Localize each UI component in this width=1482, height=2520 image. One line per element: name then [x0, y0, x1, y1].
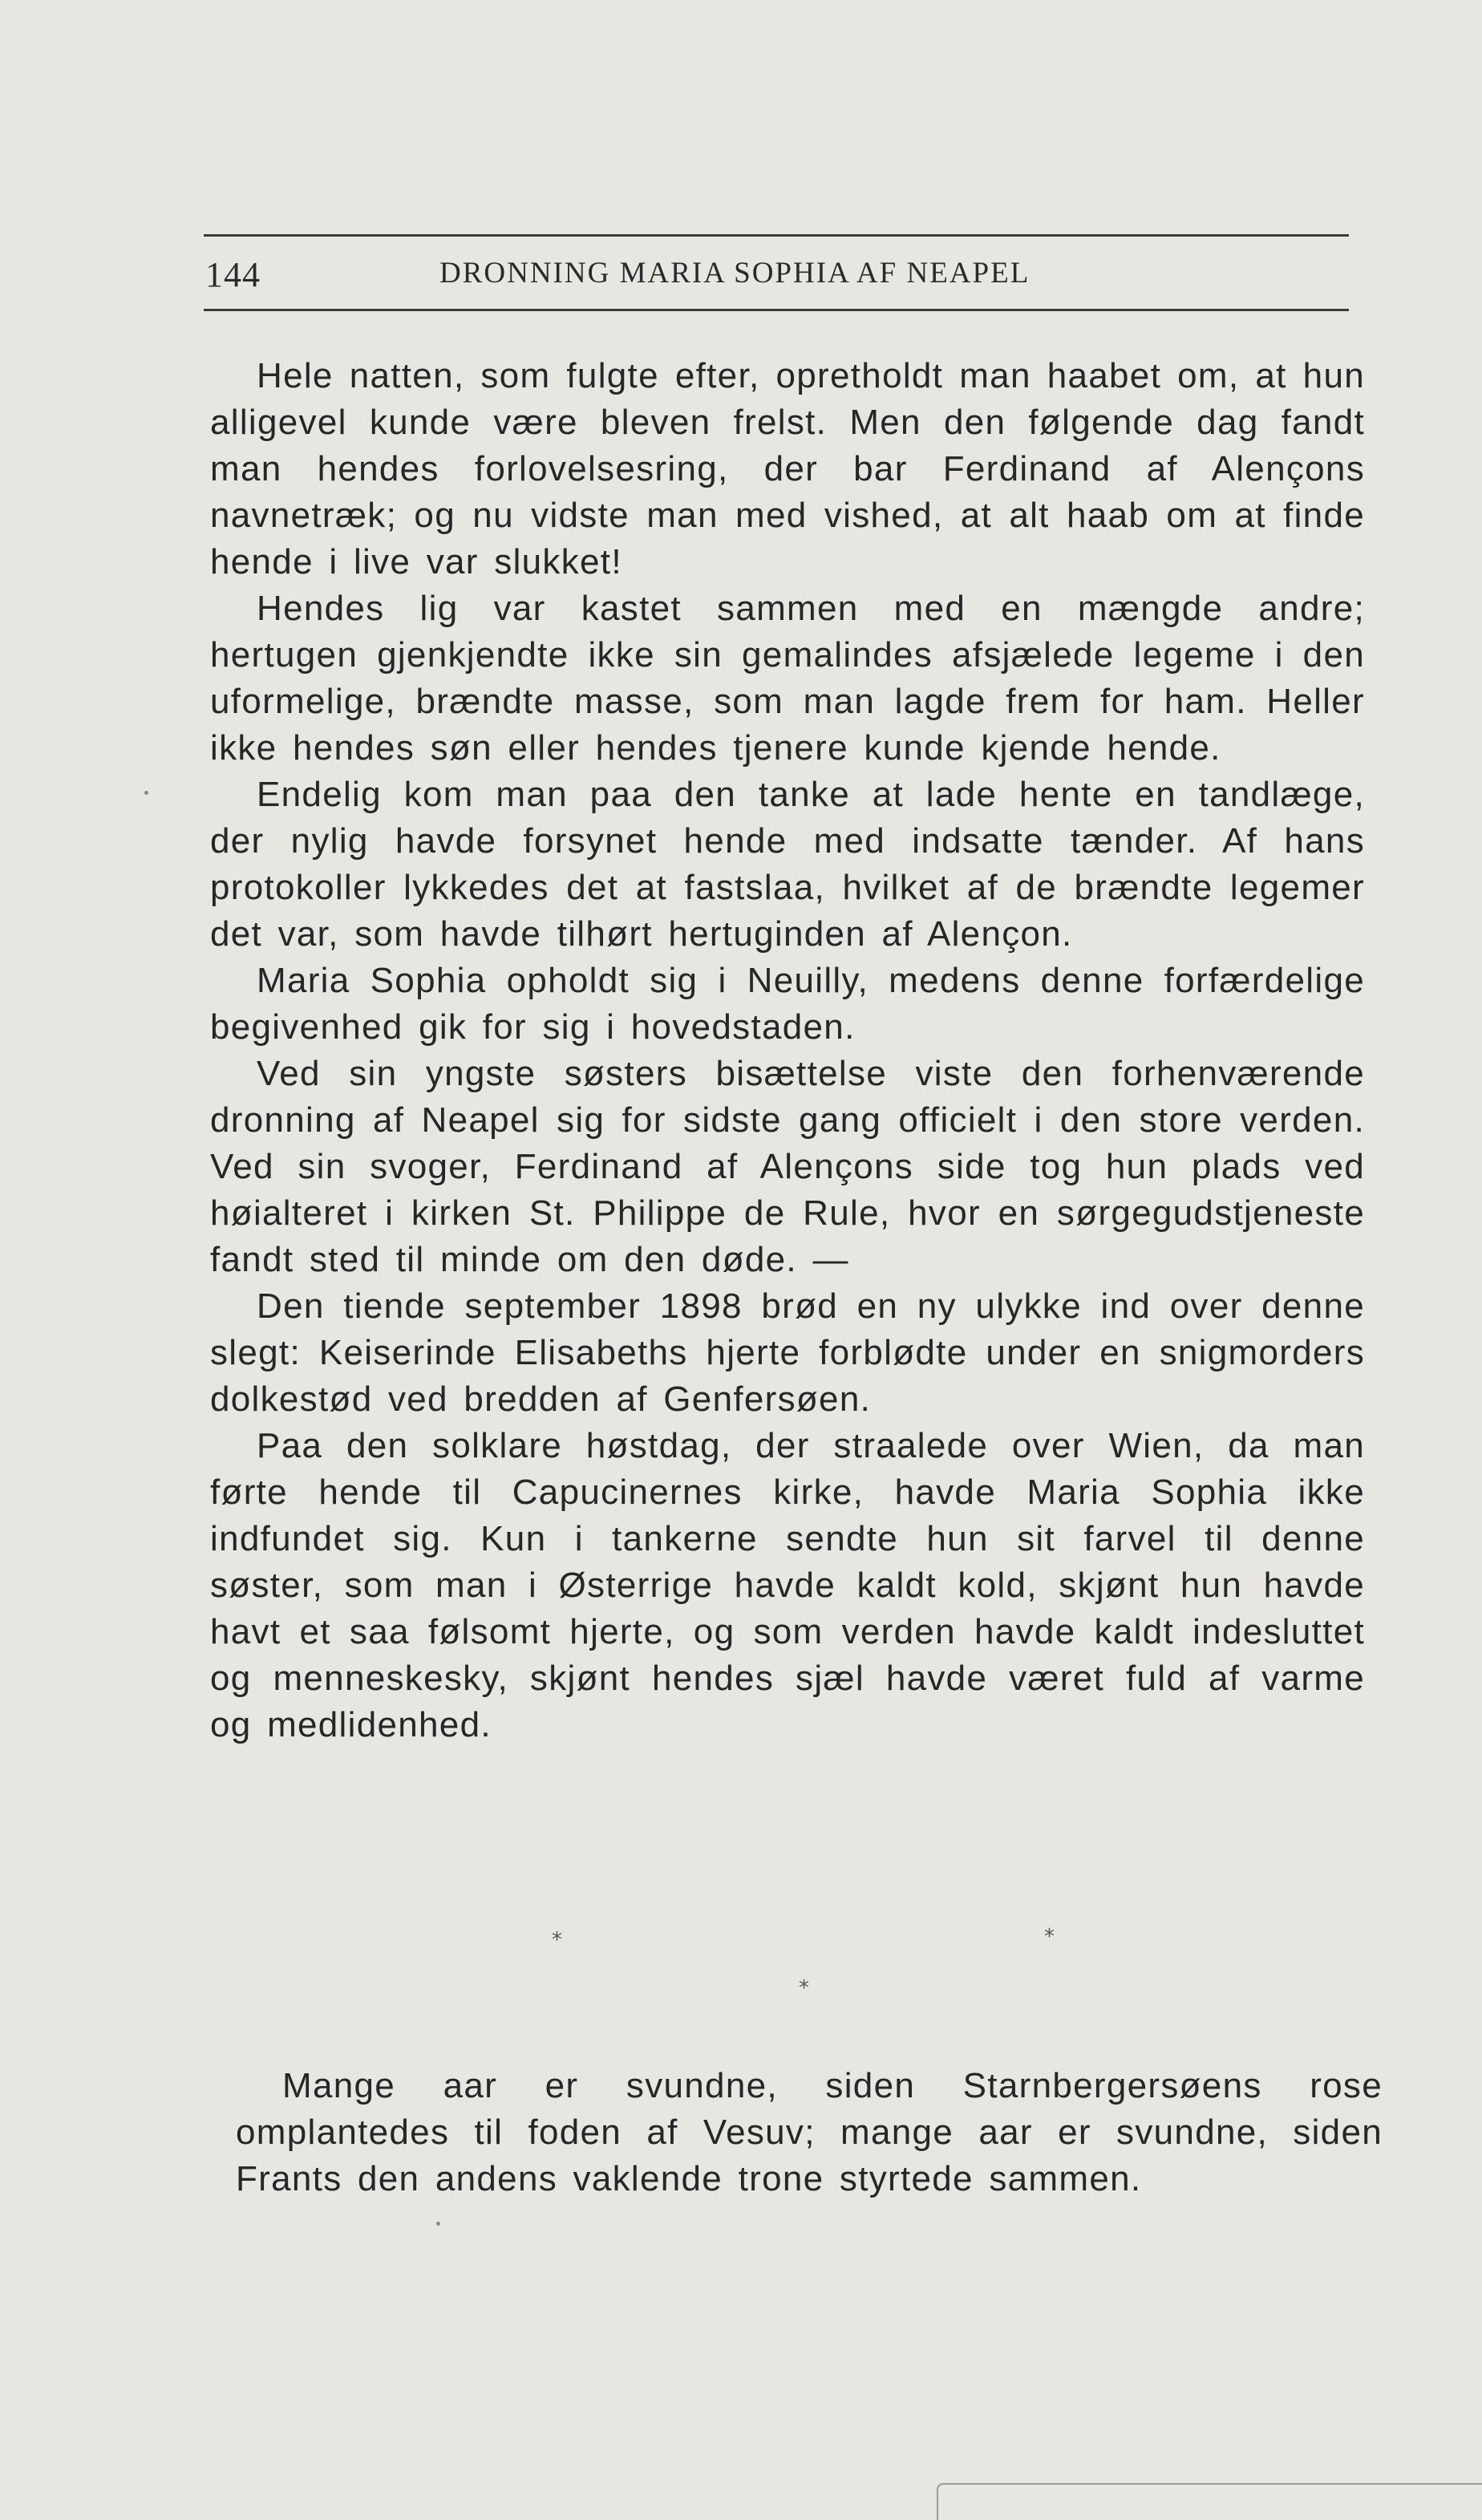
closing-paragraph: Mange aar er svundne, siden Starnbergersøens rose omplantedes til foden af Vesuv; mange aar er svundne, siden Frants den andens vaklende trone styrtede sammen.	[236, 2066, 1383, 2198]
paragraph: Hele natten, som fulgte efter, opretholdt man haabet om, at hun alligevel kunde være bleven frelst. Men den følgende dag fandt man hendes forlovelsesring, der bar Ferdinand af Alençons navnetræk; og nu vidste man med vished, at alt haab om at finde hende i live var slukket!	[210, 356, 1365, 581]
page-header	[204, 234, 1349, 311]
body-text	[210, 353, 1365, 1748]
section-divider	[0, 1925, 1482, 2005]
paragraph: Endelig kom man paa den tanke at lade hente en tandlæge, der nylig havde forsynet hende med indsatte tænder. Af hans protokoller lykkedes det at fastslaa, hvilket af de brændte legemer det var, som havde tilhørt hertuginden af Alençon.	[210, 775, 1365, 954]
paragraph: Hendes lig var kastet sammen med en mængde andre; hertugen gjenkjendte ikke sin gemalindes afsjælede legeme i den uformelige, brændte masse, som man lagde frem for ham. Heller ikke hendes søn eller hendes tjenere kunde kjende hende.	[210, 589, 1365, 768]
page-edge	[937, 2483, 1482, 2520]
closing-text	[236, 2063, 1383, 2202]
paragraph: Den tiende september 1898 brød en ny ulykke ind over denne slegt: Keiserinde Elisabeths hjerte forblødte under en snigmorders dolkestød ved bredden af Genfersøen.	[210, 1286, 1365, 1419]
asterisk-right: *	[1044, 1925, 1055, 1949]
page-number: 144	[205, 255, 261, 294]
asterisk-center: *	[799, 1976, 809, 2000]
asterisk-left: *	[552, 1928, 562, 1952]
paper-speck	[436, 2222, 440, 2226]
paragraph: Ved sin yngste søsters bisættelse viste den forhenværende dronning af Neapel sig for sidste gang officielt i den store verden. Ved sin svoger, Ferdinand af Alençons side tog hun plads ved høialteret i kirken St. Philippe de Rule, hvor en sørgegudstjeneste fandt sted til minde om den døde. —	[210, 1054, 1365, 1279]
paragraph: Paa den solklare høstdag, der straalede over Wien, da man førte hende til Capucinernes kirke, havde Maria Sophia ikke indfundet sig. Kun i tankerne sendte hun sit farvel til denne søster, som man i Østerrige havde kaldt kold, skjønt hun havde havt et saa følsomt hjerte, og som verden havde kaldt indesluttet og menneskesky, skjønt hendes sjæl havde været fuld af varme og medlidenhed.	[210, 1426, 1365, 1744]
paragraph: Maria Sophia opholdt sig i Neuilly, medens denne forfærdelige begivenhed gik for sig i hovedstaden.	[210, 961, 1365, 1047]
paper-speck	[144, 791, 148, 795]
running-title: DRONNING MARIA SOPHIA AF NEAPEL	[439, 257, 1031, 290]
